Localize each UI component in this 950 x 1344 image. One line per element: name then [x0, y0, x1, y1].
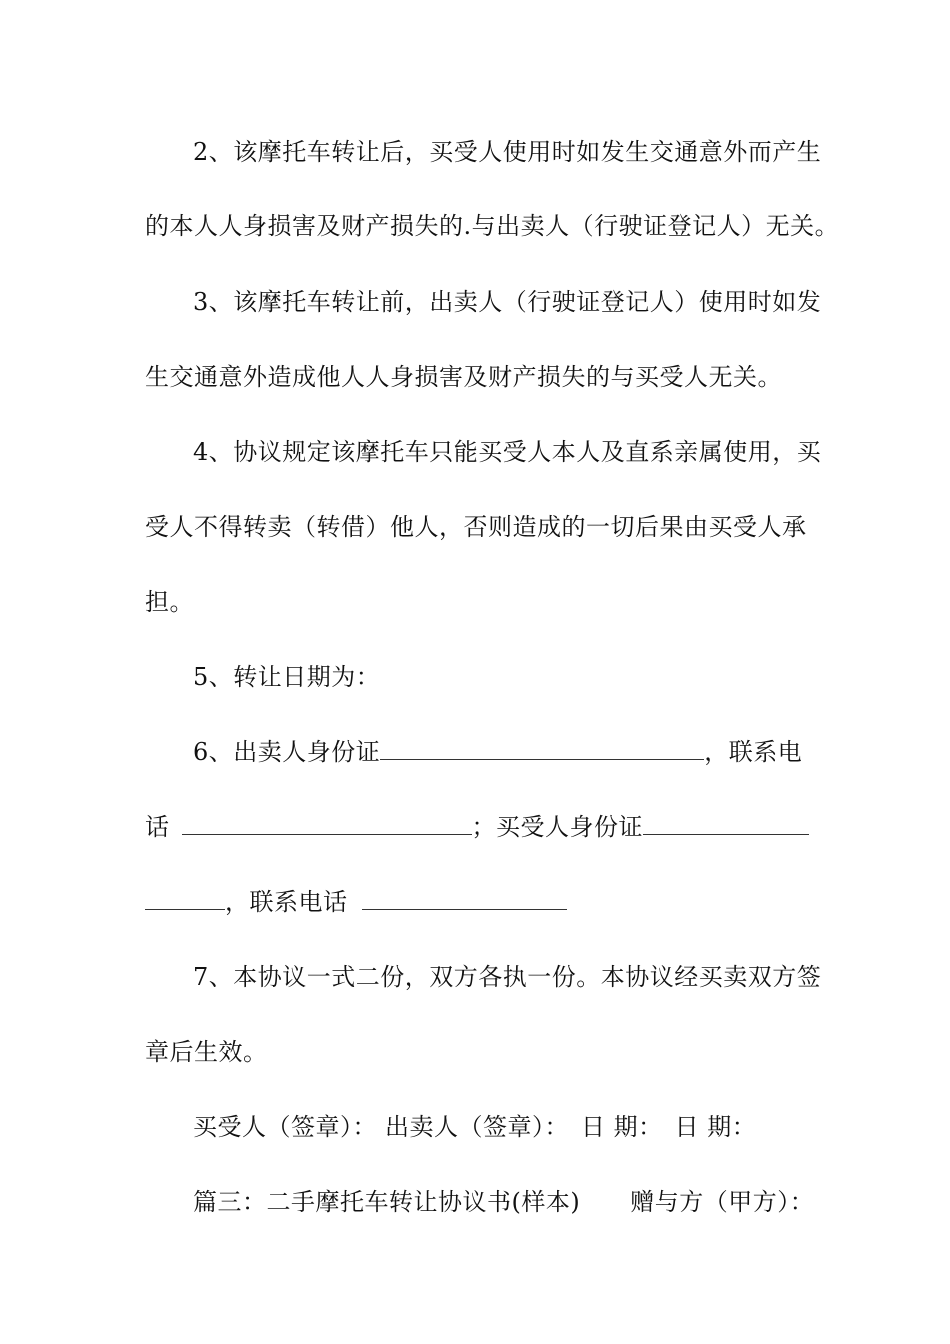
seller-phone-label-start: ，联系电 [704, 738, 803, 766]
buyer-id-blank-continued [145, 887, 225, 910]
clause-3-line-1: 3、该摩托车转让前，出卖人（行驶证登记人）使用时如发 [193, 288, 822, 316]
date-label-2: 日 期： [674, 1113, 757, 1141]
clause-7-line-2: 章后生效。 [145, 1038, 268, 1066]
clause-6-line-2 [145, 811, 809, 843]
clause-4-line-3: 担。 [145, 588, 194, 616]
seller-signature-label: 出卖人（签章）： [385, 1113, 569, 1141]
clause-6-line-3 [145, 886, 567, 918]
signature-line [193, 1111, 756, 1143]
seller-id-label: 6、出卖人身份证 [193, 738, 381, 766]
buyer-signature-label: 买受人（签章）： [193, 1113, 377, 1141]
buyer-id-blank [643, 812, 809, 835]
date-label-1: 日 期： [581, 1113, 663, 1141]
donor-label: 赠与方（甲方）： [630, 1188, 815, 1216]
clause-7-line-1: 7、本协议一式二份，双方各执一份。本协议经买卖双方签 [193, 963, 822, 991]
clause-5-line-1: 5、转让日期为： [193, 663, 381, 691]
clause-4-line-1: 4、协议规定该摩托车只能买受人本人及直系亲属使用，买 [193, 438, 822, 466]
clause-6-line-1 [193, 736, 802, 768]
seller-id-blank [380, 737, 704, 760]
clause-4-line-2: 受人不得转卖（转借）他人，否则造成的一切后果由买受人承 [145, 513, 807, 541]
section-title: 篇三：二手摩托车转让协议书(样本) [193, 1188, 581, 1216]
section-heading-line [193, 1186, 814, 1218]
seller-phone-blank [182, 812, 472, 835]
clause-2-line-2: 的本人人身损害及财产损失的.与出卖人（行驶证登记人）无关。 [145, 212, 840, 240]
clause-2-line-1: 2、该摩托车转让后，买受人使用时如发生交通意外而产生 [193, 138, 822, 166]
seller-phone-label-end: 话 [145, 813, 170, 841]
buyer-phone-label: ，联系电话 [225, 888, 348, 916]
clause-3-line-2: 生交通意外造成他人人身损害及财产损失的与买受人无关。 [145, 363, 782, 391]
buyer-phone-blank [362, 887, 567, 910]
buyer-id-label: ；买受人身份证 [471, 813, 643, 841]
